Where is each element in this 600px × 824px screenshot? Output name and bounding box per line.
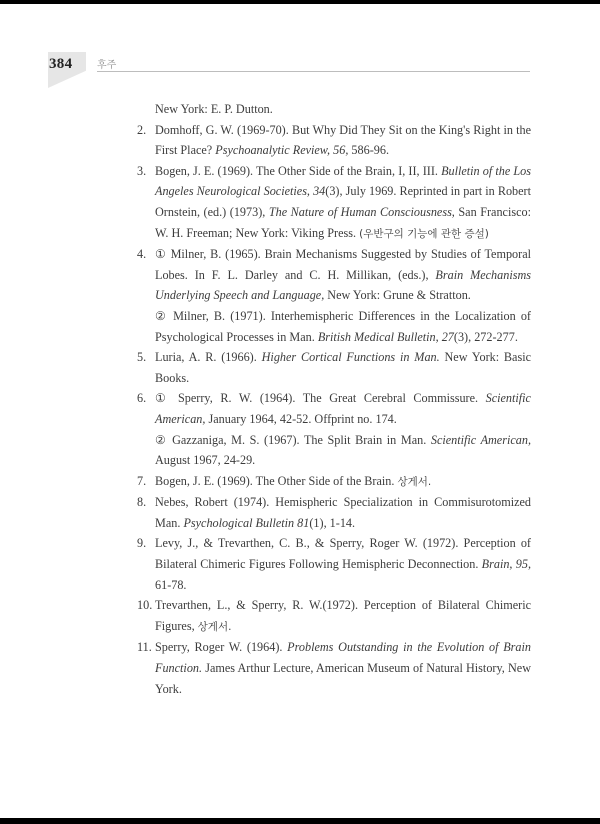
note-5: 5. Luria, A. R. (1966). Higher Cortical Functions in Man. New York: Basic Books. <box>137 347 531 388</box>
note-8: 8. Nebes, Robert (1974). Hemispheric Specialization in Commisurotomized Man. Psychological Bulletin 81(1), 1-14. <box>137 492 531 533</box>
note-7: 7. Bogen, J. E. (1969). The Other Side of the Brain. 상게서. <box>137 471 531 493</box>
header-rule <box>97 71 530 72</box>
note-number: 11. <box>137 640 152 655</box>
note-11: 11. Sperry, Roger W. (1964). Problems Outstanding in the Evolution of Brain Function. James Arthur Lecture, American Museum of Natural History, New York. <box>137 637 531 699</box>
note-number: 9. <box>137 536 147 551</box>
note-10: 10. Trevarthen, L., & Sperry, R. W.(1972). Perception of Bilateral Chimeric Figures, 상게서. <box>137 595 531 637</box>
note-number: 6. <box>137 391 147 406</box>
note-9: 9. Levy, J., & Trevarthen, C. B., & Sperry, Roger W. (1972). Perception of Bilateral Chimeric Figures Following Hemispheric Deconnection. Brain, 95, 61-78. <box>137 533 531 595</box>
endnotes-list <box>137 99 531 699</box>
note-number: 8. <box>137 495 147 510</box>
circled-number-1: ① <box>155 391 171 406</box>
note-4 <box>137 244 531 347</box>
running-head: 후주 <box>97 60 117 71</box>
note-3: 3. Bogen, J. E. (1969). The Other Side of the Brain, I, II, III. Bulletin of the Los Angeles Neurological Societies, 34(3), July 1969. Reprinted in part in Robert Ornstein, (ed.) (1973), The Nature of Human Consciousness, San Francisco: W. H. Freeman; New York: Viking Press. (우반구의 기능에 관한 증설) <box>137 161 531 244</box>
note-1-continuation: New York: E. P. Dutton. <box>155 102 273 116</box>
note-number: 3. <box>137 163 147 178</box>
note-number: 4. <box>137 247 147 262</box>
note-6-sub-2: ② Gazzaniga, M. S. (1967). The Split Brain in Man. Scientific American, August 1967, 24-29. <box>155 432 531 468</box>
note-4-sub-1: ① Milner, B. (1965). Brain Mechanisms Suggested by Studies of Temporal Lobes. In F. L. Darley and C. H. Millikan, (eds.), Brain Mechanisms Underlying Speech and Language, New York: Grune & Stratton. <box>155 247 531 303</box>
note-number: 5. <box>137 350 147 365</box>
note-6-sub-1: ① Sperry, R. W. (1964). The Great Cerebral Commissure. Scientific American, January 1964, 42-52. Offprint no. 174. <box>155 391 531 426</box>
top-border <box>0 0 600 4</box>
note-number: 2. <box>137 122 147 137</box>
page-number: 384 <box>49 56 73 72</box>
bottom-border <box>0 818 600 824</box>
note-6 <box>137 388 531 470</box>
note-number: 7. <box>137 473 147 488</box>
note-2: 2. Domhoff, G. W. (1969-70). But Why Did They Sit on the King's Right in the First Place? Psychoanalytic Review, 56, 586-96. <box>137 120 531 161</box>
circled-number-2: ② <box>155 432 168 447</box>
circled-number-1: ① <box>155 247 167 262</box>
note-number: 10. <box>137 598 153 613</box>
note-4-sub-2: ② Milner, B. (1971). Interhemispheric Differences in the Localization of Psychological Processes in Man. British Medical Bulletin, 27(3), 272-277. <box>155 308 531 344</box>
circled-number-2: ② <box>155 308 168 323</box>
